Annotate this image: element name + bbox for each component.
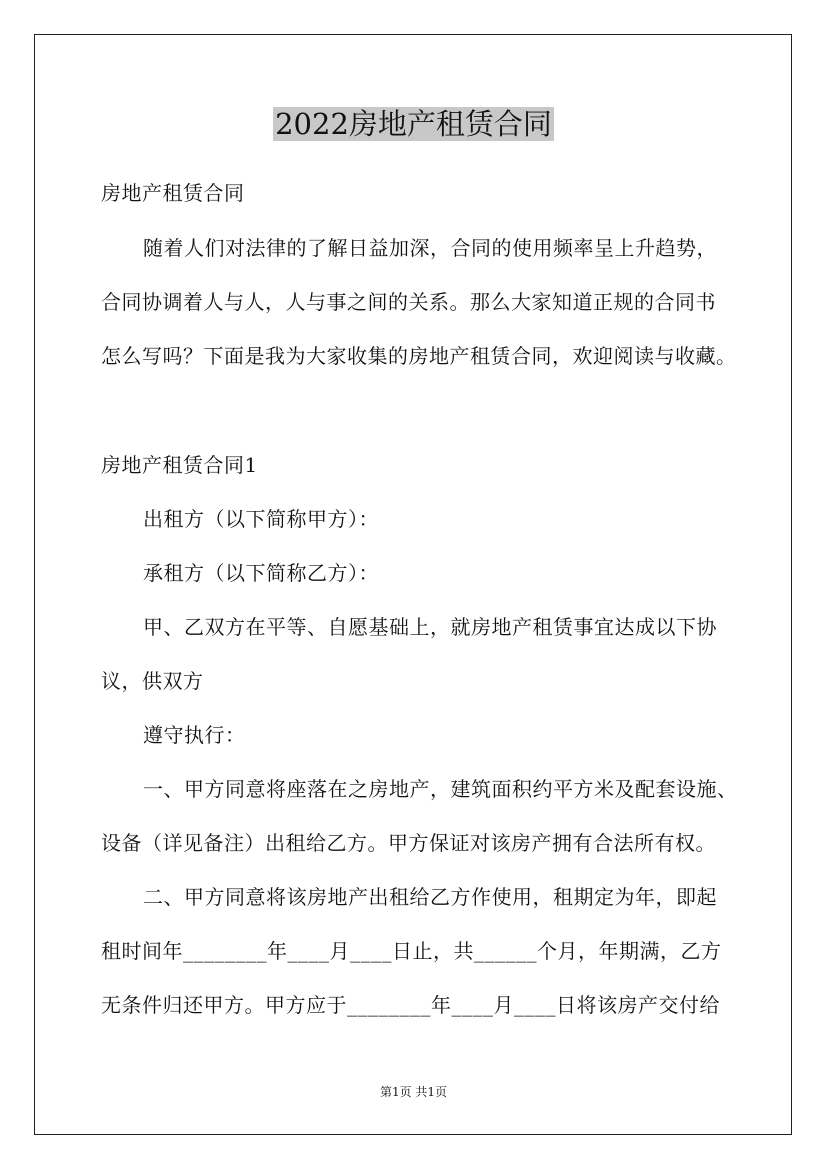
document-title-text: 2022房地产租赁合同: [275, 107, 552, 141]
page-number: 第1页 共1页: [379, 1085, 448, 1099]
paragraph-line: 合同协调着人与人，人与事之间的关系。那么大家知道正规的合同书: [101, 290, 716, 314]
lessor-line: 出租方（以下简称甲方）：: [143, 507, 379, 531]
section-heading: 房地产租赁合同: [101, 181, 245, 205]
paragraph-line: 议，供双方: [101, 669, 204, 693]
contract-heading: 房地产租赁合同1: [101, 453, 258, 477]
document-title: [0, 104, 827, 144]
paragraph-line: 随着人们对法律的了解日益加深，合同的使用频率呈上升趋势，: [143, 236, 717, 260]
clause-2-line: 二、甲方同意将该房地产出租给乙方作使用，租期定为年，即起: [143, 885, 717, 909]
clause-1-line: 设备（详见备注）出租给乙方。甲方保证对该房产拥有合法所有权。: [101, 831, 716, 855]
lessee-line: 承租方（以下简称乙方）：: [143, 561, 379, 585]
clause-2-line: 租时间年________年____月____日止，共______个月，年期满，乙方: [101, 939, 722, 963]
paragraph-line: 怎么写吗？下面是我为大家收集的房地产租赁合同，欢迎阅读与收藏。: [101, 344, 737, 368]
clause-1-line: 一、甲方同意将座落在之房地产，建筑面积约平方米及配套设施、: [143, 777, 738, 801]
paragraph-line: 遵守执行：: [143, 723, 246, 747]
clause-2-line: 无条件归还甲方。甲方应于________年____月____日将该房产交付给: [101, 993, 720, 1017]
paragraph-line: 甲、乙双方在平等、自愿基础上，就房地产租赁事宜达成以下协: [143, 615, 717, 639]
